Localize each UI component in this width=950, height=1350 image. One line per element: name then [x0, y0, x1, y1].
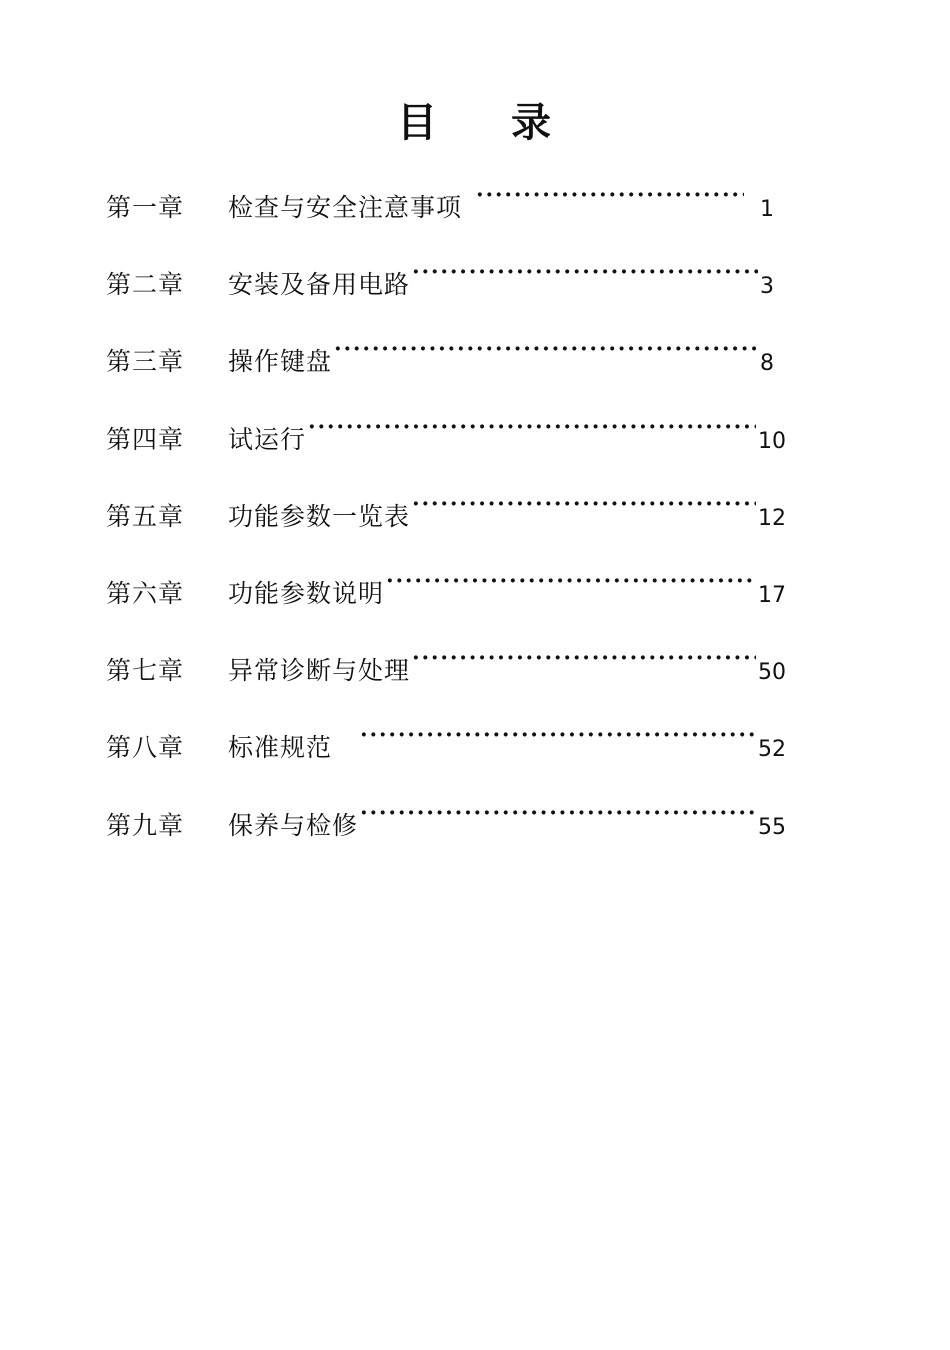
page-number: 1: [760, 197, 774, 222]
chapter-title: 异常诊断与处理: [228, 656, 411, 686]
dot-leader: [412, 269, 758, 293]
chapter-number: 第一章: [106, 193, 185, 222]
chapter-title: 检查与安全注意事项: [228, 193, 463, 222]
page-number: 12: [758, 505, 786, 531]
toc-entry-chapter-6[interactable]: [106, 571, 786, 648]
page-number: 3: [760, 274, 774, 300]
chapter-title: 保养与检修: [228, 810, 359, 840]
page-number: 52: [758, 737, 786, 763]
toc-entry-chapter-9[interactable]: [106, 803, 786, 880]
chapter-number: 第五章: [106, 501, 185, 531]
chapter-number: 第七章: [106, 656, 185, 686]
chapter-number: 第三章: [106, 347, 185, 377]
chapter-title: 功能参数说明: [228, 578, 385, 608]
dot-leader: [386, 578, 756, 602]
chapter-number: 第九章: [106, 810, 185, 840]
toc-entry-chapter-7[interactable]: [106, 648, 786, 725]
chapter-title: 试运行: [228, 424, 307, 454]
toc-entry-chapter-8[interactable]: [106, 725, 786, 802]
chapter-title: 功能参数一览表: [228, 501, 411, 531]
page-number: 8: [760, 351, 774, 377]
dot-leader: [476, 192, 744, 216]
chapter-title: 安装及备用电路: [228, 270, 411, 300]
chapter-number: 第二章: [106, 270, 185, 300]
chapter-title: 标准规范: [228, 733, 333, 763]
table-of-contents: [106, 185, 786, 880]
toc-entry-chapter-1[interactable]: [106, 185, 786, 262]
dot-leader: [360, 732, 756, 756]
chapter-number: 第八章: [106, 733, 185, 763]
chapter-number: 第六章: [106, 578, 185, 608]
toc-entry-chapter-4[interactable]: [106, 417, 786, 494]
dot-leader: [334, 346, 758, 370]
page-title: [0, 96, 950, 150]
dot-leader: [308, 424, 756, 448]
chapter-title: 操作键盘: [228, 347, 333, 377]
page-number: 50: [758, 660, 786, 686]
page-number: 10: [758, 428, 786, 454]
chapter-number: 第四章: [106, 424, 185, 454]
toc-entry-chapter-5[interactable]: [106, 494, 786, 571]
page-number: 17: [758, 582, 786, 608]
title-char-right: 录: [511, 100, 553, 146]
dot-leader: [360, 810, 756, 834]
dot-leader: [412, 655, 756, 679]
page-number: 55: [758, 814, 786, 840]
toc-entry-chapter-2[interactable]: [106, 262, 786, 339]
dot-leader: [412, 501, 756, 525]
title-char-left: 目: [397, 100, 439, 146]
toc-entry-chapter-3[interactable]: [106, 339, 786, 416]
